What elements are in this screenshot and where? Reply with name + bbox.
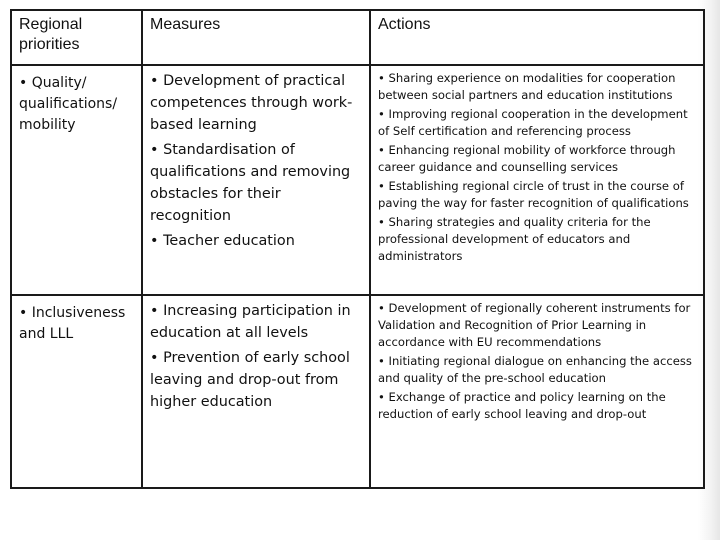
action-item: • Establishing regional circle of trust in the course of paving the way for faster recognition of qualifications: [378, 179, 689, 210]
measure-item: • Increasing participation in education at all levels: [150, 303, 351, 341]
action-item: • Improving regional cooperation in the development of Self certification and referencing process: [378, 107, 688, 138]
measure-item: • Teacher education: [150, 233, 295, 249]
measures-cell: [142, 295, 370, 488]
action-item: • Sharing strategies and quality criteria for the professional development of educators and administrators: [378, 215, 651, 263]
header-regional-priorities: Regional priorities: [11, 10, 142, 65]
action-item: • Development of regionally coherent instruments for Validation and Recognition of Prior Learning in accordance with EU recommendations: [378, 301, 691, 349]
actions-cell: [370, 295, 704, 488]
table-row: [11, 65, 704, 295]
action-item: • Initiating regional dialogue on enhancing the access and quality of the pre-school education: [378, 354, 692, 385]
measures-cell: [142, 65, 370, 295]
action-item: • Sharing experience on modalities for cooperation between social partners and education institutions: [378, 71, 676, 102]
priority-text: • Inclusiveness and LLL: [19, 305, 126, 342]
header-row: [11, 10, 704, 65]
measure-item: • Development of practical competences through work-based learning: [150, 73, 353, 133]
header-actions: Actions: [370, 10, 704, 65]
table-row: [11, 295, 704, 488]
regional-priorities-table: [10, 9, 705, 489]
measure-item: • Standardisation of qualifications and removing obstacles for their recognition: [150, 142, 351, 224]
priority-text: • Quality/ qualifications/ mobility: [19, 75, 118, 133]
measure-item: • Prevention of early school leaving and drop-out from higher education: [150, 350, 350, 410]
priority-cell: [11, 295, 142, 488]
header-measures: Measures: [142, 10, 370, 65]
action-item: • Exchange of practice and policy learning on the reduction of early school leaving and drop-out: [378, 390, 666, 421]
priority-cell: [11, 65, 142, 295]
action-item: • Enhancing regional mobility of workforce through career guidance and counselling services: [378, 143, 676, 174]
actions-cell: [370, 65, 704, 295]
